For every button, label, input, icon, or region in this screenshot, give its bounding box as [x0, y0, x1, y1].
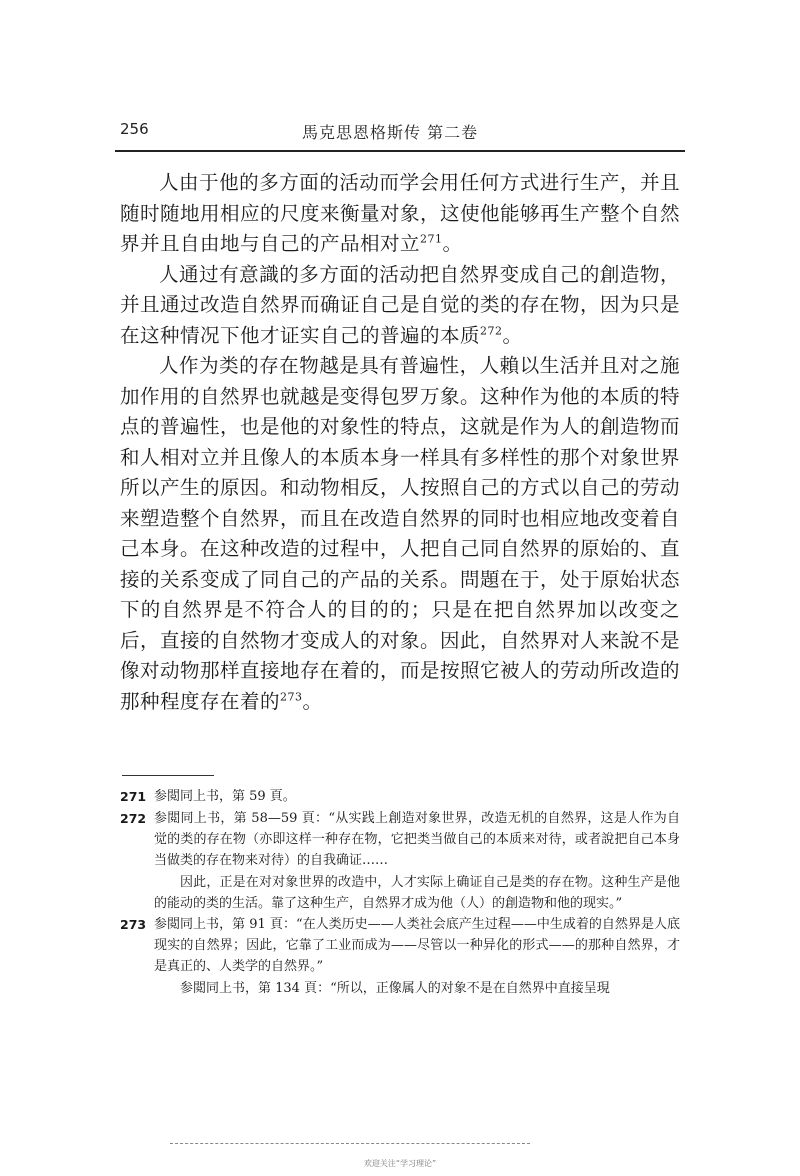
footnote-ref[interactable]: 272	[480, 324, 503, 337]
footnote-continuation: 参閲同上书，第 134 頁：“所以，正像属人的对象不是在自然界中直接呈現	[180, 981, 610, 996]
footnote-divider	[122, 775, 214, 776]
footnote-number: 273	[120, 917, 147, 932]
footnote	[120, 808, 680, 871]
footnote-text: 参閲同上书，第 59 頁。	[154, 789, 296, 804]
body-text	[120, 168, 680, 717]
paragraph: 人通过有意識的多方面的活动把自然界变成自己的創造物，并且通过改造自然界而确证自己是自觉的类的存在物，因为只是在这种情况下他才证实自己的普遍的本质$^{272}$。	[120, 262, 681, 347]
footnotes	[120, 786, 680, 999]
footnote-ref[interactable]: 273	[280, 690, 303, 703]
footnote-continuation: 因此，正是在对对象世界的改造中，人才实际上确证自己是类的存在物。这种生产是他的能动的类的生活。靠了这种生产，自然界才成为他（人）的創造物和他的现实。”	[154, 875, 680, 911]
footnote	[120, 914, 680, 977]
paragraph: 人作为类的存在物越是具有普遍性，人賴以生活并且对之施加作用的自然界也就越是变得包罗万象。这种作为他的本质的特点的普遍性，也是他的对象性的特点，这就是作为人的創造物而和人相对立并且像人的本质本身一样具有多样性的那个对象世界所以产生的原因。和动物相反，人按照自己的方式以自己的劳动来塑造整个自然界，而且在改造自然界的同时也相应地改变着自己本身。在这种改造的过程中，人把自己同自然界的原始的、直接的关系变成了同自己的产品的关系。問題在于，处于原始状态下的自然界是不符合人的目的的；只是在把自然界加以改变之后，直接的自然物才变成人的对象。因此，自然界对人来說不是像对动物那样直接地存在着的，而是按照它被人的劳动所改造的那种程度存在着的$^{273}$。	[120, 354, 681, 713]
paragraph: 人由于他的多方面的活动而学会用任何方式进行生产，并且随时随地用相应的尺度来衡量对象，这使他能够再生产整个自然界并且自由地与自己的产品相对立$^{271}$。	[120, 171, 681, 255]
page-number: 256	[120, 120, 149, 138]
footnote-ref[interactable]: 271	[420, 232, 443, 246]
page-header	[120, 120, 680, 144]
footnote	[120, 786, 680, 807]
footnote-number: 271	[120, 789, 147, 804]
header-rule	[115, 150, 685, 152]
footnote-text: 参閲同上书，第 91 頁：“在人类历史——人类社会底产生过程——中生成着的自然界是人底现实的自然界；因此，它靠了工业而成为——尽管以一种异化的形式——的那种自然界，才是真正的、人类学的自然界。”	[154, 917, 680, 974]
watermark: 欢迎关注“学习理论”	[363, 1159, 437, 1168]
bottom-rule	[170, 1143, 530, 1145]
running-title: 馬克思恩格斯传 第二卷	[302, 123, 479, 142]
footnote-number: 272	[120, 811, 147, 826]
footnote-text: 参閲同上书，第 58—59 頁：“从实践上創造对象世界，改造无机的自然界，这是人作为自觉的类的存在物（亦即这样一种存在物，它把类当做自己的本质来对待，或者說把自己本身当做类的存在物来对待）的自我确证……	[154, 811, 680, 868]
